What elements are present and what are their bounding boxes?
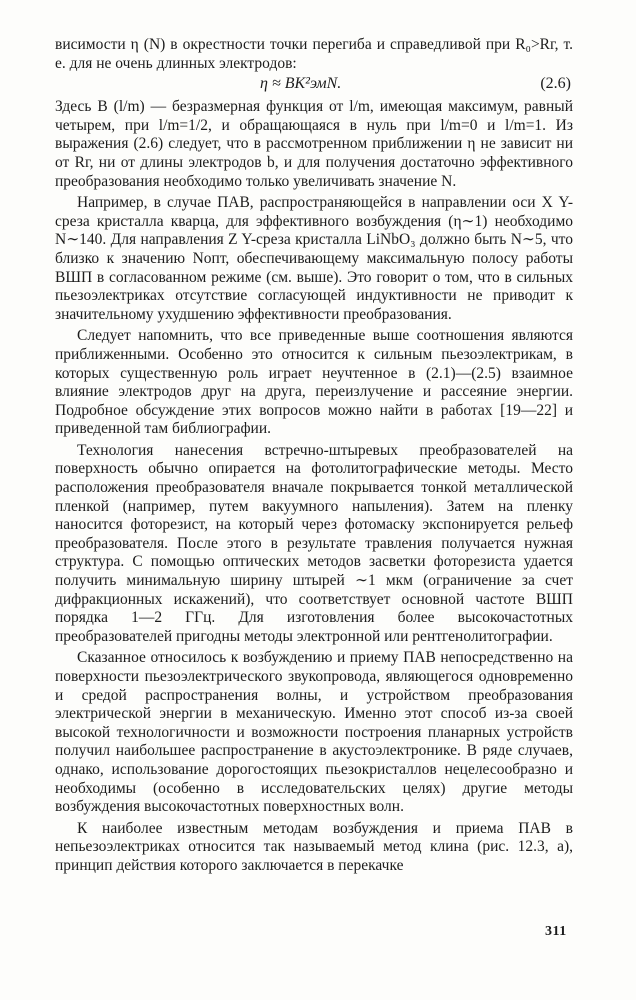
paragraph: К наиболее известным методам возбуждения и приема ПАВ в непьезоэлектриках относится так называемый метод клина (рис. 12.3, а), принцип действия которого заключается в перекачке bbox=[55, 819, 573, 874]
equation-2-6 bbox=[55, 74, 573, 96]
equation-number: (2.6) bbox=[540, 75, 571, 93]
paragraph: Следует напомнить, что все приведенные выше соотношения являются приближенными. Особенно это относится к сильным пьезоэлектрикам, в которых существенную роль играет неучтенное в (2.1)—(2.5) взаимное влияние электродов друг на друга, переизлучение и рассеяние энергии. Подробное обсуждение этих вопросов можно найти в работах [19—22] и приведенной там библиографии. bbox=[55, 327, 573, 438]
equation-expression: η ≈ BK²эмN. bbox=[260, 75, 342, 93]
paragraph: Сказанное относилось к возбуждению и приему ПАВ непосредственно на поверхности пьезоэлектрического звукопровода, являющегося одновременно и средой распространения волны, и устройством преобразования электрической энергии в механическую. Именно этот способ из-за своей высокой технологичности и возможности построения планарных устройств получил наибольшее распространение в акустоэлектронике. В ряде случаев, однако, использование дорогостоящих пьезокристаллов нецелесообразно и необходимы (особенно в исследовательских целях) другие методы возбуждения высокочастотных поверхностных волн. bbox=[55, 649, 573, 816]
paragraph: Здесь B (l/m) — безразмерная функция от l/m, имеющая максимум, равный четырем, при l/m=1/2, и обращающаяся в нуль при l/m=0 и l/m=1. Из выражения (2.6) следует, что в рассмотренном приближении η не зависит ни от Rг, ни от длины электродов b, и для получения достаточно эффективного преобразования необходимо только увеличивать значение N. bbox=[55, 98, 573, 190]
paragraph: Например, в случае ПАВ, распространяющейся в направлении оси X Y-среза кристалла кварца, для эффективного возбуждения (η∼1) необходимо N∼140. Для направления Z Y-среза кристалла LiNbO₃ должно быть N∼5, что близко к значению Nопт, обеспечивающему максимальную полосу работы ВШП в согласованном режиме (см. выше). Это говорит о том, что в сильных пьезоэлектриках отсутствие согласующей индуктивности не приводит к значительному ухудшению эффективности преобразования. bbox=[55, 194, 573, 323]
page-number: 311 bbox=[545, 924, 567, 939]
paragraph-continuation: висимости η (N) в окрестности точки перегиба и справедливой при R₀>Rг, т. е. для не очень длинных электродов: bbox=[55, 36, 573, 72]
paragraph: Технология нанесения встречно-штыревых преобразователей на поверхность обычно опирается на фотолитографические методы. Место расположения преобразователя вначале покрывается тонкой металлической пленкой (например, путем вакуумного напыления). Затем на пленку наносится фоторезист, на который через фотомаску экспонируется рельеф преобразователя. После этого в результате травления получается нужная структура. С помощью оптических методов засветки фоторезиста удается получить минимальную ширину штырей ∼1 мкм (ограничение за счет дифракционных искажений), что соответствует основной частоте ВШП порядка 1—2 ГГц. Для изготовления более высокочастотных преобразователей пригодны методы электронной или рентгенолитографии. bbox=[55, 441, 573, 645]
body-text bbox=[55, 36, 573, 876]
